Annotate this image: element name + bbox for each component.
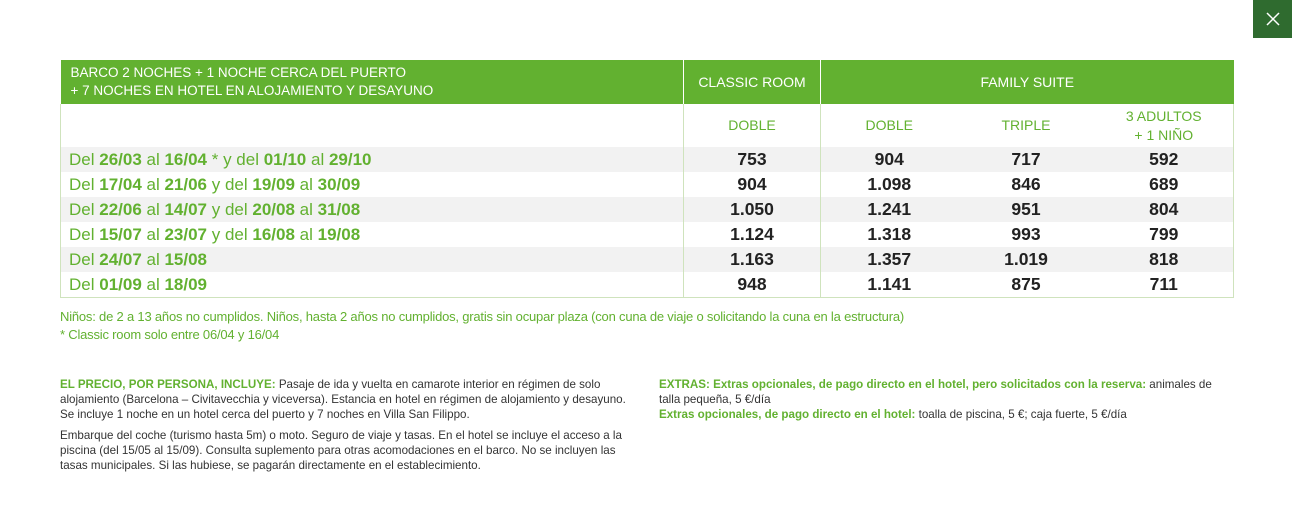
price-family-triple: 1.019 <box>958 247 1095 272</box>
table-subheader-row <box>61 104 1234 147</box>
price-classic-doble: 1.050 <box>684 197 821 222</box>
table-title-line2: + 7 NOCHES EN HOTEL EN ALOJAMIENTO Y DESAYUNO <box>70 83 434 98</box>
price-family-triple: 993 <box>1011 224 1041 244</box>
date-range: Del 15/07 al 23/07 y del 16/08 al 19/08 <box>61 222 684 247</box>
table-title <box>61 60 684 104</box>
note-children: Niños: de 2 a 13 años no cumplidos. Niños, hasta 2 años no cumplidos, gratis sin ocupar plaza (con cuna de viaje o solicitando la cuna en la estructura) <box>60 309 904 324</box>
price-classic-doble: 904 <box>684 172 821 197</box>
extras-heading: EXTRAS: Extras opcionales, de pago directo en el hotel, pero solicitados con la reserva: <box>659 378 1147 391</box>
table-row <box>61 222 1234 247</box>
price-classic-doble: 1.163 <box>684 247 821 272</box>
price-family-3adultos: 711 <box>1095 272 1234 298</box>
date-range: Del 01/09 al 18/09 <box>61 272 684 298</box>
subheader-empty <box>61 104 684 147</box>
price-family-3adultos: 804 <box>1095 197 1234 222</box>
date-range: Del 24/07 al 15/08 <box>61 247 684 272</box>
price-table <box>60 60 1234 298</box>
table-title-line1: BARCO 2 NOCHES + 1 NOCHE CERCA DEL PUERTO <box>70 65 406 80</box>
price-family-doble: 1.318 <box>867 224 912 244</box>
close-icon <box>1266 12 1280 26</box>
price-family-triple: 717 <box>958 147 1095 172</box>
price-includes-para1 <box>60 377 635 422</box>
price-family-3adultos: 592 <box>1095 147 1234 172</box>
price-includes-heading: EL PRECIO, POR PERSONA, INCLUYE: <box>60 378 276 391</box>
price-includes <box>60 377 635 479</box>
extras <box>659 377 1234 422</box>
price-family-doble: 904 <box>821 147 958 172</box>
extras-hotel-text: toalla de piscina, 5 €; caja fuerte, 5 €/día <box>915 408 1127 421</box>
table-row <box>61 197 1234 222</box>
date-range: Del 26/03 al 16/04 * y del 01/10 al 29/10 <box>61 147 684 172</box>
table-notes <box>60 308 904 344</box>
close-button[interactable] <box>1253 0 1292 38</box>
price-family-doble: 1.357 <box>821 247 958 272</box>
price-family-triple: 951 <box>958 197 1095 222</box>
extras-text: animales de talla pequeña, 5 €/día <box>659 378 1212 406</box>
table-row <box>61 247 1234 272</box>
extras-hotel-heading: Extras opcionales, de pago directo en el hotel: <box>659 408 916 421</box>
table-row <box>61 147 1234 172</box>
price-family-triple: 875 <box>958 272 1095 298</box>
table-row <box>61 272 1234 298</box>
price-classic-doble: 753 <box>684 147 821 172</box>
price-includes-text: Pasaje de ida y vuelta en camarote interior en régimen de solo alojamiento (Barcelona – Civitavecchia y viceversa). Estancia en hotel en régimen de alojamiento y desayuno. Se incluye 1 noche en un hotel cerca del puerto y 7 noches en Villa San Filippo. <box>60 378 626 421</box>
sub-3-adultos <box>1095 104 1234 147</box>
sub-3-adultos-line1: 3 ADULTOS <box>1125 107 1202 124</box>
price-family-3adultos: 689 <box>1095 172 1234 197</box>
extras-line1 <box>659 377 1234 407</box>
table-header-row <box>61 60 1234 104</box>
sub-triple: TRIPLE <box>1001 117 1051 133</box>
sub-3-adultos-line2: + 1 NIÑO <box>1134 126 1194 143</box>
price-family-3adultos: 818 <box>1095 247 1234 272</box>
price-family-doble: 1.098 <box>867 174 912 194</box>
sub-doble-family: DOBLE <box>865 117 913 133</box>
price-family-doble: 1.241 <box>821 197 958 222</box>
price-classic-doble: 1.124 <box>684 222 821 247</box>
table-row <box>61 172 1234 197</box>
sub-doble-classic: DOBLE <box>684 104 821 147</box>
price-family-doble: 1.141 <box>821 272 958 298</box>
date-range: Del 17/04 al 21/06 y del 19/09 al 30/09 <box>61 172 684 197</box>
date-range: Del 22/06 al 14/07 y del 20/08 al 31/08 <box>61 197 684 222</box>
col-family-suite: FAMILY SUITE <box>821 60 1234 104</box>
price-includes-para2: Embarque del coche (turismo hasta 5m) o moto. Seguro de viaje y tasas. En el hotel se incluye el acceso a la piscina (del 15/05 al 15/09). Consulta suplemento para otras acomodaciones en el barco. No se incluyen las tasas municipales. Si las hubiese, se pagarán directamente en el establecimiento. <box>60 429 622 472</box>
price-family-triple: 846 <box>1011 174 1041 194</box>
note-classic-room: * Classic room solo entre 06/04 y 16/04 <box>60 327 280 342</box>
price-classic-doble: 948 <box>684 272 821 298</box>
extras-line2 <box>659 407 1234 422</box>
col-classic-room: CLASSIC ROOM <box>684 60 821 104</box>
price-family-3adultos: 799 <box>1095 222 1234 247</box>
